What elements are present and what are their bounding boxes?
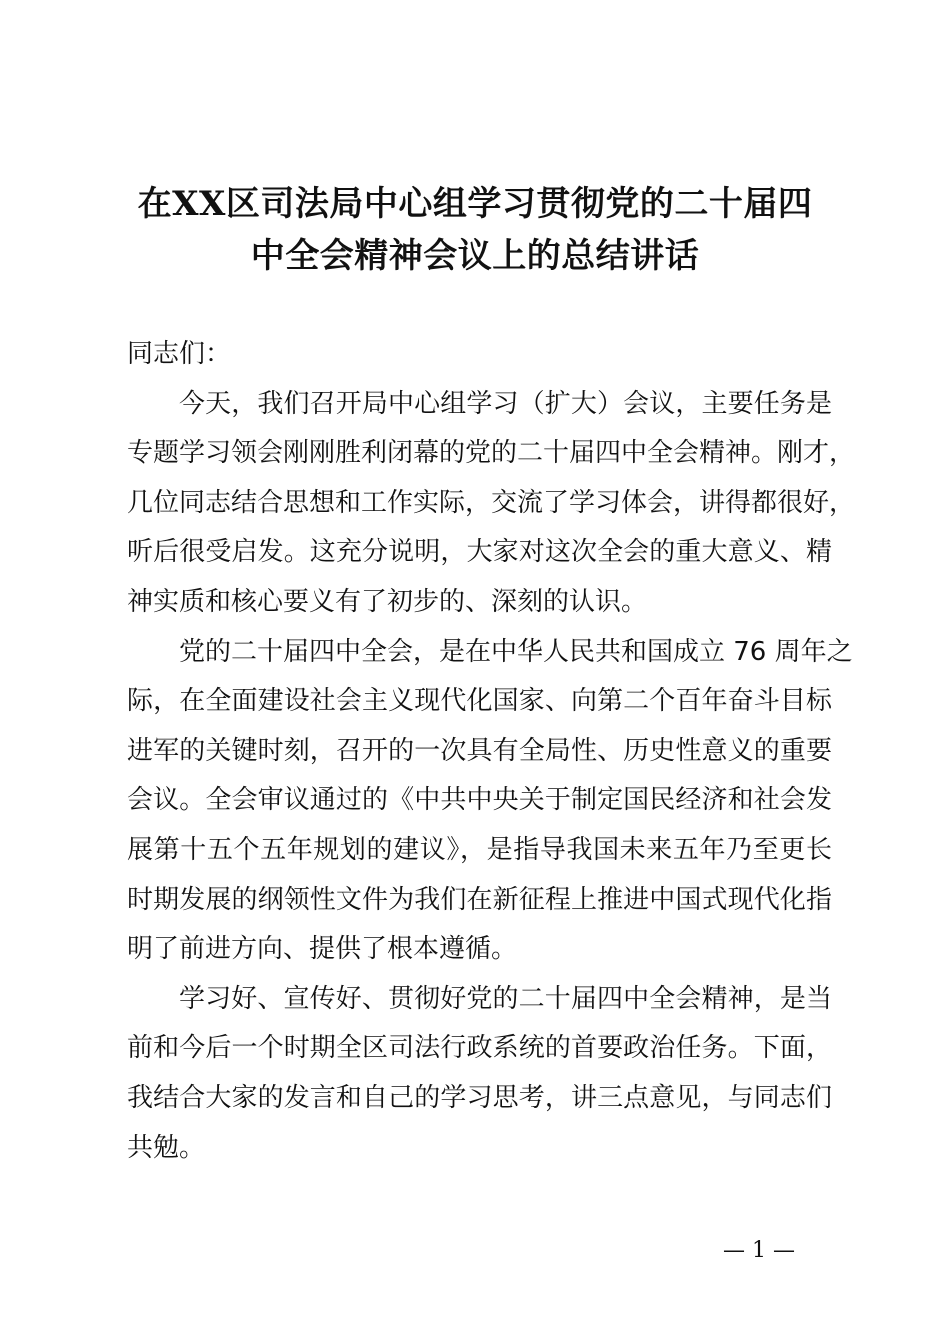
paragraph-line: 际，在全面建设社会主义现代化国家、向第二个百年奋斗目标: [127, 686, 832, 717]
paragraph-line: 明了前进方向、提供了根本遵循。: [127, 934, 518, 965]
paragraph-line: 展第十五个五年规划的建议》，是指导我国未来五年乃至更长: [127, 834, 832, 865]
paragraph-line: 学习好、宣传好、贯彻好党的二十届四中全会精神，是当: [179, 983, 832, 1014]
paragraph-line: 专题学习领会刚刚胜利闭幕的党的二十届四中全会精神。刚才，: [127, 438, 856, 469]
paragraph-1: [127, 380, 856, 628]
paragraph-line: 党的二十届四中全会，是在中华人民共和国成立 76 周年之: [179, 636, 853, 667]
page-number: — 1 —: [723, 1238, 795, 1263]
paragraph-line: 进军的关键时刻，召开的一次具有全局性、历史性意义的重要: [127, 735, 832, 766]
title-line-2: 中全会精神会议上的总结讲话: [250, 236, 700, 276]
paragraph-line: 今天，我们召开局中心组学习（扩大）会议，主要任务是: [179, 388, 832, 419]
paragraph-3: [127, 975, 832, 1173]
paragraph-line: 前和今后一个时期全区司法行政系统的首要政治任务。下面，: [127, 1033, 832, 1064]
paragraph-line: 几位同志结合思想和工作实际，交流了学习体会，讲得都很好，: [127, 487, 856, 518]
paragraph-line: 会议。全会审议通过的《中共中央关于制定国民经济和社会发: [127, 785, 832, 816]
paragraph-line: 神实质和核心要义有了初步的、深刻的认识。: [127, 586, 648, 617]
paragraph-line: 时期发展的纲领性文件为我们在新征程上推进中国式现代化指: [127, 884, 832, 915]
salutation: 同志们：: [127, 339, 232, 369]
paragraph-line: 我结合大家的发言和自己的学习思考，讲三点意见，与同志们: [127, 1082, 832, 1113]
paragraph-line: 听后很受启发。这充分说明，大家对这次全会的重大意义、精: [127, 537, 832, 568]
document-title: [100, 178, 850, 282]
paragraph-line: 共勉。: [127, 1132, 206, 1163]
paragraph-2: [127, 628, 853, 975]
document-body: [127, 330, 856, 1173]
title-line-1: 在XX区司法局中心组学习贯彻党的二十届四: [137, 184, 813, 224]
